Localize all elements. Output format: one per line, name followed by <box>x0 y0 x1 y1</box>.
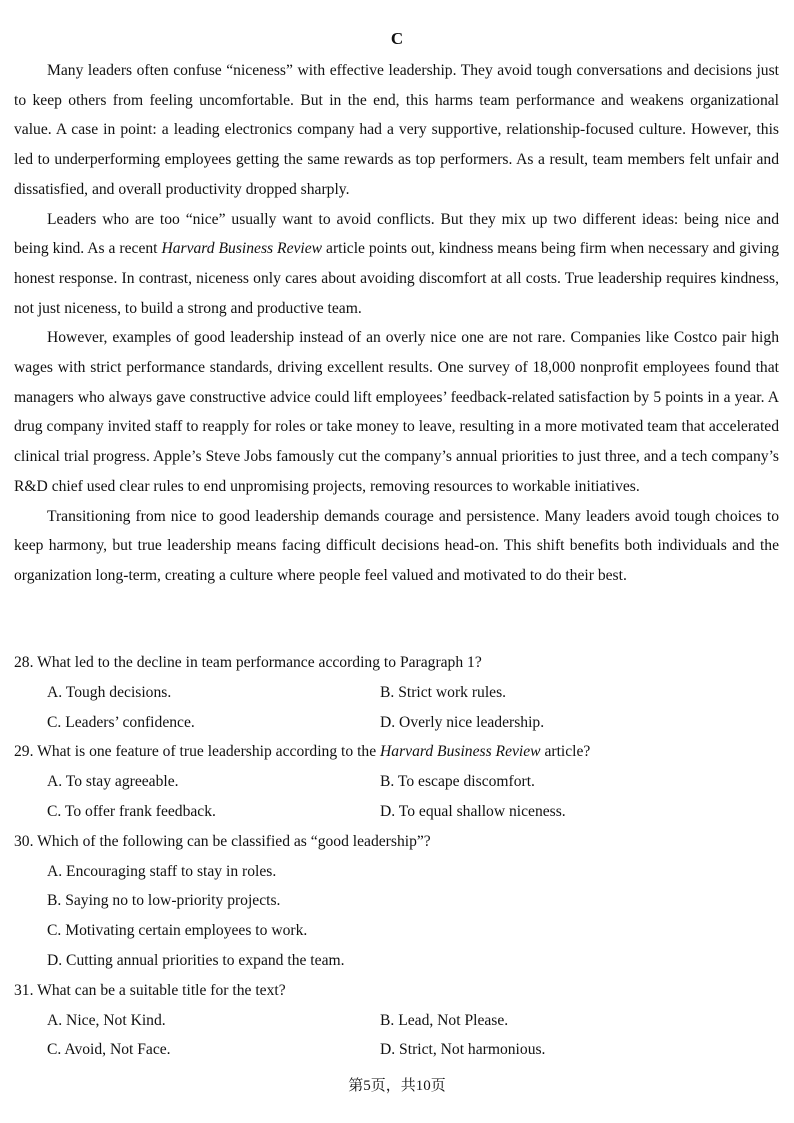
question-29 <box>14 737 779 826</box>
passage-paragraph-1: Many leaders often confuse “niceness” with effective leadership. They avoid tough conversations and decisions just to keep others from feeling uncomfortable. But in the end, this harms team performance and weakens organizational value. A case in point: a leading electronics company had a very supportive, relationship-focused culture. However, this led to underperforming employees getting the same rewards as top performers. As a result, team members felt unfair and dissatisfied, and overall productivity dropped sharply. <box>14 62 779 198</box>
question-30 <box>14 827 779 976</box>
passage-paragraph-4: Transitioning from nice to good leadership demands courage and persistence. Many leaders avoid tough choices to keep harmony, but true leadership means facing difficult decisions head-on. This shift benefits both individuals and the organization long-term, creating a culture where people feel valued and motivated to do their best. <box>14 507 779 584</box>
option-c: C. Avoid, Not Face. <box>47 1041 171 1059</box>
option-a: A. Encouraging staff to stay in roles. <box>47 862 277 880</box>
option-a: A. Tough decisions. <box>47 683 172 701</box>
option-c: C. Motivating certain employees to work. <box>47 922 308 940</box>
option-b: B. Lead, Not Please. <box>380 1011 509 1029</box>
options <box>14 857 779 976</box>
passage-paragraph-2 <box>14 205 779 324</box>
page-number: 第5页，共10页 <box>348 1078 446 1094</box>
option-c: C. To offer frank feedback. <box>47 802 216 820</box>
question-stem <box>14 737 779 767</box>
question-stem: 28. What led to the decline in team performance according to Paragraph 1? <box>14 654 482 671</box>
paragraph-2-text-end: article points out, kindness means being firm when necessary and giving honest response. In contrast, niceness only cares about avoiding discomfort at all costs. True leadership requires kindness, not just niceness, to build a strong and productive team. <box>14 240 780 317</box>
options <box>14 678 779 738</box>
passage-paragraph-3: However, examples of good leadership instead of an overly nice one are not rare. Companies like Costco pair high wages with strict performance standards, driving excellent results. One survey of 18,000 nonprofit employees found that managers who always gave constructive advice could lift employees’ feedback-related satisfaction by 5 points in a year. A drug company invited staff to reapply for roles or take money to leave, resulting in a more motivated team that accelerated clinical trial progress. Apple’s Steve Jobs famously cut the company’s annual priorities to just three, and a tech company’s R&D chief used clear rules to end unpromising projects, removing resources to workable initiatives. <box>14 329 779 495</box>
question-stem: 31. What can be a suitable title for the text? <box>14 981 286 999</box>
option-b: B. Saying no to low-priority projects. <box>47 892 281 910</box>
option-d: D. To equal shallow niceness. <box>380 802 566 820</box>
option-c: C. Leaders’ confidence. <box>47 713 195 731</box>
question-31 <box>14 976 779 1065</box>
question-list <box>14 648 779 1065</box>
question-stem: 30. Which of the following can be classified as “good leadership”? <box>14 832 431 850</box>
option-b: B. To escape discomfort. <box>380 773 535 791</box>
section-heading: C <box>390 29 404 48</box>
paragraph-2-text-start: Leaders who are too “nice” usually want to avoid conflicts. But they mix up two different ideas: being nice and being kind. As a recent <box>14 210 779 258</box>
stem-text-end: article? <box>540 743 591 761</box>
options <box>14 1006 779 1066</box>
option-b: B. Strict work rules. <box>380 683 507 701</box>
option-d: D. Overly nice leadership. <box>380 713 545 731</box>
question-28 <box>14 648 779 737</box>
option-a: A. To stay agreeable. <box>47 773 179 791</box>
option-d: D. Strict, Not harmonious. <box>380 1041 546 1059</box>
journal-title: Harvard Business Review <box>380 743 541 761</box>
option-a: A. Nice, Not Kind. <box>47 1011 166 1029</box>
reading-passage <box>14 56 779 591</box>
journal-title: Harvard Business Review <box>161 240 323 258</box>
stem-text-start: 29. What is one feature of true leadership according to the <box>14 743 381 761</box>
options <box>14 767 779 827</box>
option-d: D. Cutting annual priorities to expand the team. <box>47 951 345 969</box>
